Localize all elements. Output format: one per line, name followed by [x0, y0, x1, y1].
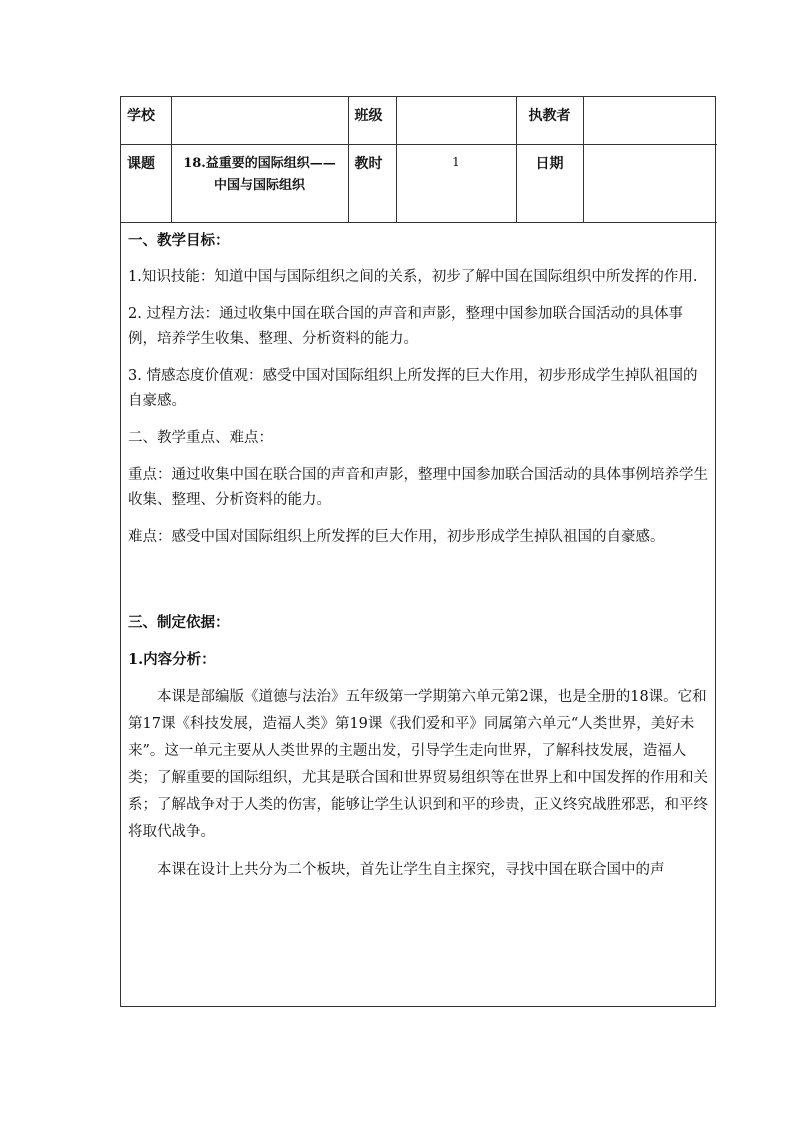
content-paragraph-2: 本课在设计上共分为二个板块，首先让学生自主探究，寻找中国在联合国中的声 [157, 862, 665, 878]
goal-attitude: 3. 情感态度价值观：感受中国对国际组织上所发挥的巨大作用，初步形成学生掉队祖国的自豪感。 [128, 368, 698, 409]
class-label: 班级 [348, 97, 396, 145]
period-value[interactable]: 1 [396, 145, 516, 223]
period-label: 教时 [348, 145, 396, 223]
goals-heading: 一、教学目标： [128, 232, 230, 249]
content-paragraph-1: 本课是部编版《道德与法治》五年级第一学期第六单元第2课，也是全册的18课。它和第17课《科技发展，造福人类》第19课《我们爱和平》同属第六单元“人类世界，美好未来”。这一单元主要从人类世界的主题出发，引导学生走向世界，了解科技发展，造福人类；了解重要的国际组织，尤其是联合国和世界贸易组织等在世界上和中国发挥的作用和关系；了解战争对于人类的伤害，能够让学生认识到和平的珍贵，正义终究战胜邪恶，和平终将取代战争。 [128, 689, 708, 840]
key-heading: 二、教学重点、难点： [128, 430, 273, 446]
school-label: 学校 [121, 97, 171, 145]
goal-knowledge: 1.知识技能：知道中国与国际组织之间的关系，初步了解中国在国际组织中所发挥的作用. [128, 269, 698, 285]
topic-value[interactable] [171, 145, 348, 223]
key-point: 重点：通过收集中国在联合国的声音和声影，整理中国参加联合国活动的具体事例培养学生收集、整理、分析资料的能力。 [128, 467, 708, 508]
basis-heading: 三、制定依据： [128, 614, 230, 631]
content-heading: 1.内容分析： [128, 651, 216, 668]
teacher-value[interactable] [583, 97, 717, 145]
teacher-label: 执教者 [516, 97, 583, 145]
topic-line-1: 18.益重要的国际组织—— [183, 156, 336, 171]
topic-line-2: 中国与国际组织 [213, 178, 305, 193]
difficult-point: 难点：感受中国对国际组织上所发挥的巨大作用，初步形成学生掉队祖国的自豪感。 [128, 529, 665, 545]
date-label: 日期 [516, 145, 583, 223]
school-value[interactable] [171, 97, 348, 145]
topic-label: 课题 [121, 145, 171, 223]
class-value[interactable] [396, 97, 516, 145]
lesson-body [121, 228, 715, 883]
lesson-plan-sheet [120, 96, 716, 1007]
spacer [128, 550, 708, 610]
date-value[interactable] [583, 145, 717, 223]
header-table [121, 97, 717, 223]
goal-process: 2. 过程方法：通过收集中国在联合国的声音和声影，整理中国参加联合国活动的具体事例，培养学生收集、整理、分析资料的能力。 [128, 306, 683, 347]
